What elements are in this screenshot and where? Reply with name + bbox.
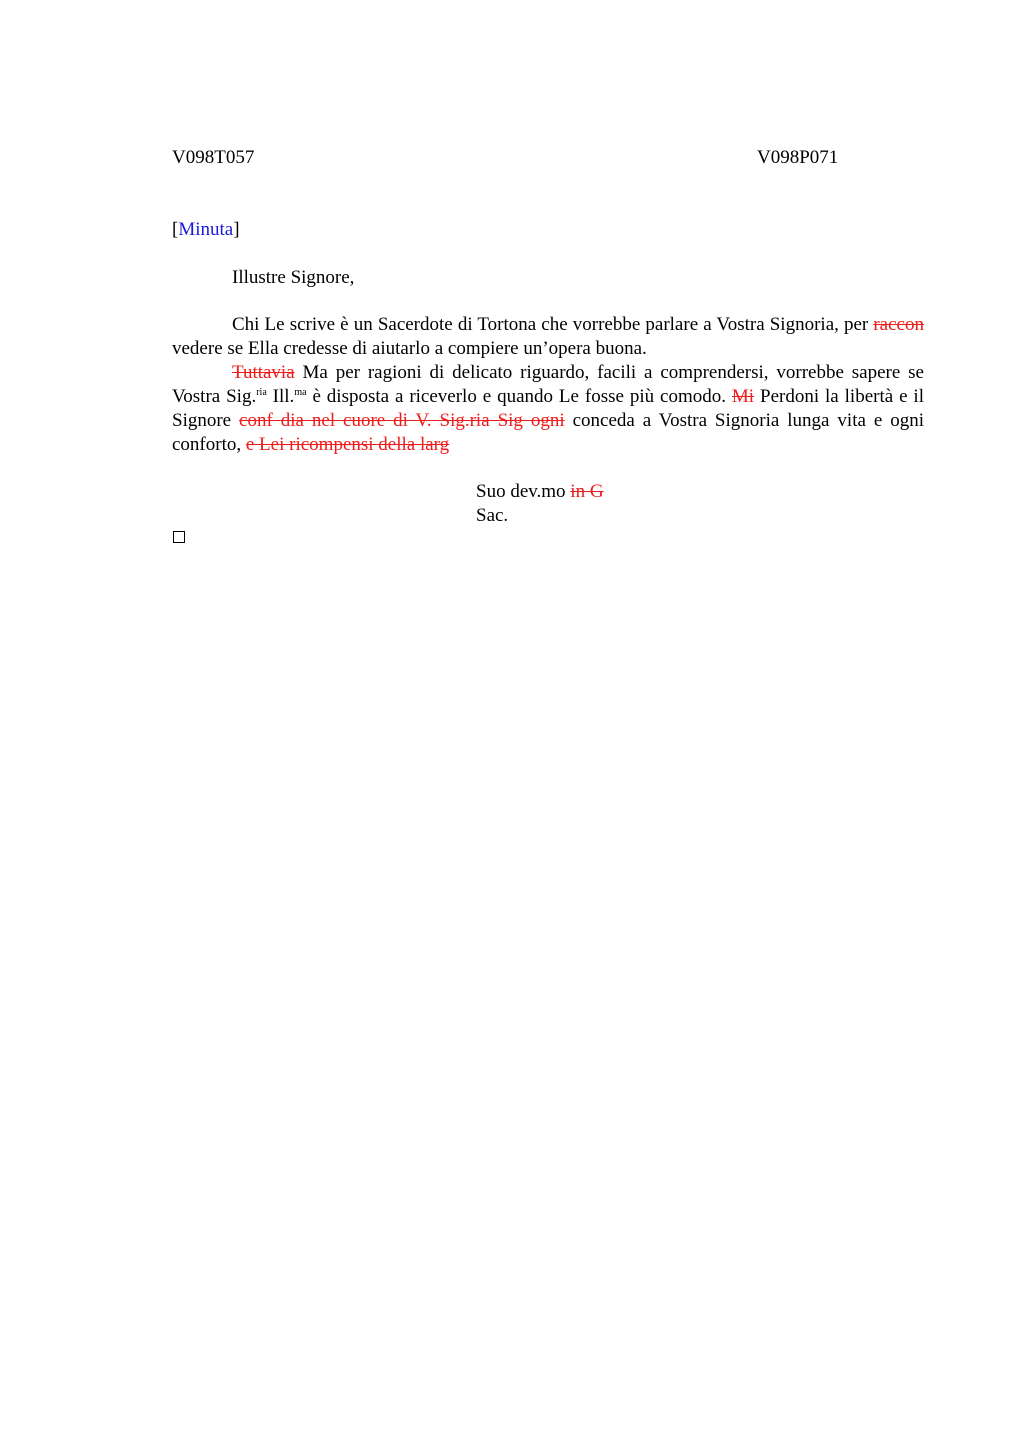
- minuta-close-bracket: ]: [233, 219, 240, 240]
- closing-line-1: [476, 480, 604, 504]
- checkbox-icon: [173, 531, 185, 543]
- para2-superscript-2: ma: [294, 387, 307, 398]
- para2-deleted-3: conf dia nel cuore di V. Sig.ria Sig ogni: [239, 410, 565, 431]
- minuta-open-bracket: [: [172, 219, 179, 240]
- salutation: Illustre Signore,: [232, 267, 355, 288]
- para2-deleted-2: Mi: [731, 386, 755, 407]
- closing-text: Suo dev.mo: [476, 481, 566, 502]
- para2-text-2: Ill.: [266, 386, 295, 407]
- para1-text-2: vedere se Ella credesse di aiutarlo a compiere un’opera buona.: [172, 338, 647, 359]
- para2-deleted-4: e Lei ricompensi della larg: [245, 434, 450, 455]
- para2-deleted-1: Tuttavia: [232, 362, 295, 383]
- para2-text-3: è disposta a riceverlo e quando Le fosse più comodo.: [306, 386, 732, 407]
- para2-text-5: conceda a Vostra Signoria lunga vita e ogni conforto,: [172, 410, 924, 455]
- minuta-text: Minuta: [178, 219, 234, 240]
- para2-superscript-1: ria: [256, 387, 267, 398]
- para1-text-1: Chi Le scrive è un Sacerdote di Tortona che vorrebbe parlare a Vostra Signoria, per: [232, 314, 869, 335]
- document-ref-right: V098P071: [757, 147, 839, 168]
- closing-line-2: Sac.: [476, 505, 509, 526]
- closing-signature: [476, 480, 604, 528]
- letter-paragraph-1: [172, 313, 924, 361]
- closing-deleted: in G: [570, 481, 604, 502]
- para2-text-1: Ma per ragioni di delicato riguardo, facili a comprendersi, vorrebbe sapere se Vostra Sig.: [172, 362, 924, 407]
- para1-deleted-1: raccon: [873, 314, 924, 335]
- letter-paragraph-2: [172, 361, 924, 457]
- minuta-label: [172, 219, 240, 241]
- para2-text-4: Perdoni la libertà e il Signore: [172, 386, 924, 431]
- document-ref-left: V098T057: [172, 147, 255, 168]
